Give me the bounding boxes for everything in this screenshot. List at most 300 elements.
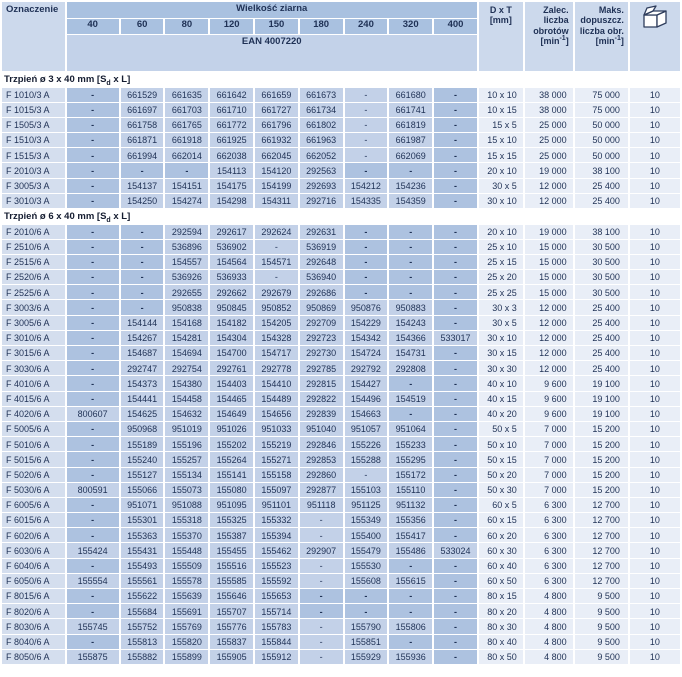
- dimensions-cell: 10 x 10: [479, 88, 523, 102]
- max-rpm-cell: 12 700: [575, 528, 628, 542]
- max-rpm-cell: 12 700: [575, 559, 628, 573]
- dimensions-cell: 60 x 50: [479, 574, 523, 588]
- column-header-max-rpm: [575, 2, 628, 71]
- pack-quantity-cell: 10: [630, 148, 680, 162]
- ean-cell: -: [345, 285, 388, 299]
- ean-cell: 661734: [300, 103, 343, 117]
- max-rpm-cell: 25 400: [575, 331, 628, 345]
- ean-cell: 950876: [345, 300, 388, 314]
- designation-cell: F 3005/6 A: [2, 316, 65, 330]
- ean-cell: 950852: [255, 300, 298, 314]
- ean-cell: 155073: [165, 483, 208, 497]
- ean-cell: 292716: [300, 194, 343, 208]
- ean-cell: -: [300, 604, 343, 618]
- ean-cell: 292754: [165, 361, 208, 375]
- recommended-rpm-cell: 15 000: [525, 285, 573, 299]
- dimensions-cell: 60 x 30: [479, 543, 523, 557]
- pack-quantity-cell: 10: [630, 407, 680, 421]
- ean-cell: -: [255, 270, 298, 284]
- ean-cell: 155790: [345, 619, 388, 633]
- ean-cell: -: [121, 270, 164, 284]
- ean-cell: -: [67, 225, 119, 239]
- recommended-rpm-cell: 38 000: [525, 103, 573, 117]
- ean-cell: -: [389, 240, 432, 254]
- ean-cell: 292761: [210, 361, 253, 375]
- max-rpm-cell: 30 500: [575, 255, 628, 269]
- designation-cell: F 3015/6 A: [2, 346, 65, 360]
- ean-cell: -: [389, 559, 432, 573]
- dimensions-cell: 40 x 10: [479, 376, 523, 390]
- pack-quantity-cell: 10: [630, 376, 680, 390]
- ean-cell: 800607: [67, 407, 119, 421]
- max-rpm-cell: 9 500: [575, 619, 628, 633]
- designation-cell: F 5010/6 A: [2, 437, 65, 451]
- ean-cell: 951118: [300, 498, 343, 512]
- grain-size-header: 240: [345, 19, 388, 34]
- designation-cell: F 8050/6 A: [2, 650, 65, 664]
- ean-cell: 155561: [121, 574, 164, 588]
- ean-cell: 155806: [389, 619, 432, 633]
- dimensions-cell: 30 x 5: [479, 179, 523, 193]
- recommended-rpm-cell: 4 800: [525, 650, 573, 664]
- ean-cell: -: [67, 498, 119, 512]
- ean-cell: 154151: [165, 179, 208, 193]
- designation-cell: F 2525/6 A: [2, 285, 65, 299]
- ean-cell: -: [121, 240, 164, 254]
- designation-cell: F 1010/3 A: [2, 88, 65, 102]
- ean-cell: -: [67, 559, 119, 573]
- designation-cell: F 2010/3 A: [2, 163, 65, 177]
- max-rpm-cell: 12 700: [575, 543, 628, 557]
- pack-quantity-cell: 10: [630, 103, 680, 117]
- ean-cell: 155905: [210, 650, 253, 664]
- ean-cell: 661758: [121, 118, 164, 132]
- table-row: [2, 316, 680, 330]
- max-rpm-unit: $[\min^{-1}]$: [595, 35, 624, 47]
- designation-cell: F 5030/6 A: [2, 483, 65, 497]
- designation-cell: F 5005/6 A: [2, 422, 65, 436]
- dimensions-cell: 30 x 10: [479, 194, 523, 208]
- ean-cell: 155936: [389, 650, 432, 664]
- ean-cell: 154724: [345, 346, 388, 360]
- ean-cell: -: [434, 589, 477, 603]
- ean-cell: 155110: [389, 483, 432, 497]
- pack-quantity-cell: 10: [630, 437, 680, 451]
- ean-cell: 155233: [389, 437, 432, 451]
- recommended-rpm-cell: 6 300: [525, 574, 573, 588]
- ean-cell: 155172: [389, 468, 432, 482]
- ean-cell: 155455: [210, 543, 253, 557]
- ean-cell: -: [121, 225, 164, 239]
- max-rpm-cell: 9 500: [575, 650, 628, 664]
- ean-cell: -: [345, 88, 388, 102]
- ean-cell: -: [434, 604, 477, 618]
- pack-quantity-cell: 10: [630, 483, 680, 497]
- recommended-rpm-cell: 12 000: [525, 179, 573, 193]
- table-header: [2, 2, 680, 71]
- ean-cell: -: [165, 163, 208, 177]
- dimensions-cell: 15 x 5: [479, 118, 523, 132]
- ean-cell: 154236: [389, 179, 432, 193]
- ean-cell: 155813: [121, 635, 164, 649]
- ean-cell: 661772: [210, 118, 253, 132]
- table-row: [2, 331, 680, 345]
- recommended-rpm-cell: 25 000: [525, 118, 573, 132]
- table-row: [2, 559, 680, 573]
- ean-cell: -: [345, 103, 388, 117]
- ean-cell: -: [434, 376, 477, 390]
- recommended-rpm-cell: 12 000: [525, 300, 573, 314]
- ean-cell: 154311: [255, 194, 298, 208]
- section-row: [2, 72, 680, 87]
- ean-cell: 292815: [300, 376, 343, 390]
- designation-cell: F 6005/6 A: [2, 498, 65, 512]
- ean-cell: 536902: [210, 240, 253, 254]
- ean-cell: 155912: [255, 650, 298, 664]
- max-rpm-cell: 25 400: [575, 194, 628, 208]
- ean-cell: 155158: [255, 468, 298, 482]
- ean-cell: -: [389, 407, 432, 421]
- dimensions-cell: 25 x 15: [479, 255, 523, 269]
- ean-cell: -: [121, 255, 164, 269]
- ean-cell: 155875: [67, 650, 119, 664]
- ean-cell: -: [67, 255, 119, 269]
- pack-quantity-cell: 10: [630, 163, 680, 177]
- table-row: [2, 513, 680, 527]
- designation-cell: F 3005/3 A: [2, 179, 65, 193]
- pack-quantity-cell: 10: [630, 118, 680, 132]
- ean-cell: 950845: [210, 300, 253, 314]
- ean-cell: -: [67, 300, 119, 314]
- ean-cell: 292594: [165, 225, 208, 239]
- ean-cell: -: [67, 88, 119, 102]
- ean-cell: -: [434, 650, 477, 664]
- ean-cell: 155714: [255, 604, 298, 618]
- ean-cell: 154625: [121, 407, 164, 421]
- ean-cell: 154342: [345, 331, 388, 345]
- dimensions-cell: 20 x 10: [479, 225, 523, 239]
- ean-cell: -: [121, 285, 164, 299]
- dimensions-cell: 50 x 10: [479, 437, 523, 451]
- ean-cell: 533017: [434, 331, 477, 345]
- ean-cell: 951064: [389, 422, 432, 436]
- table-row: [2, 574, 680, 588]
- ean-cell: -: [67, 316, 119, 330]
- ean-cell: 292846: [300, 437, 343, 451]
- dimensions-cell: 80 x 30: [479, 619, 523, 633]
- ean-cell: -: [434, 103, 477, 117]
- ean-cell: 155653: [255, 589, 298, 603]
- table-row: [2, 225, 680, 239]
- ean-cell: 154328: [255, 331, 298, 345]
- ean-cell: 154700: [210, 346, 253, 360]
- ean-cell: 951125: [345, 498, 388, 512]
- pack-quantity-cell: 10: [630, 331, 680, 345]
- dxt-label: D x T: [489, 5, 512, 15]
- ean-cell: 154175: [210, 179, 253, 193]
- dimensions-cell: 10 x 15: [479, 103, 523, 117]
- ean-cell: -: [67, 285, 119, 299]
- ean-cell: 292778: [255, 361, 298, 375]
- ean-cell: 662069: [389, 148, 432, 162]
- ean-cell: 951088: [165, 498, 208, 512]
- ean-cell: -: [434, 528, 477, 542]
- ean-cell: 950838: [165, 300, 208, 314]
- designation-cell: F 2515/6 A: [2, 255, 65, 269]
- ean-cell: 155202: [210, 437, 253, 451]
- ean-cell: 800591: [67, 483, 119, 497]
- table-row: [2, 194, 680, 208]
- table-row: [2, 361, 680, 375]
- ean-cell: 662014: [165, 148, 208, 162]
- ean-cell: -: [434, 619, 477, 633]
- ean-cell: 292631: [300, 225, 343, 239]
- ean-cell: -: [67, 163, 119, 177]
- ean-cell: 155318: [165, 513, 208, 527]
- designation-cell: F 4010/6 A: [2, 376, 65, 390]
- ean-cell: 154557: [165, 255, 208, 269]
- designation-cell: F 4015/6 A: [2, 392, 65, 406]
- ean-cell: 154120: [255, 163, 298, 177]
- ean-cell: 154489: [255, 392, 298, 406]
- ean-cell: -: [121, 300, 164, 314]
- ean-cell: 154274: [165, 194, 208, 208]
- ean-cell: 536933: [210, 270, 253, 284]
- ean-cell: 155769: [165, 619, 208, 633]
- ean-cell: -: [67, 604, 119, 618]
- ean-cell: 661635: [165, 88, 208, 102]
- recommended-rpm-cell: 19 000: [525, 225, 573, 239]
- dimensions-cell: 15 x 10: [479, 133, 523, 147]
- ean-cell: -: [389, 376, 432, 390]
- recommended-rpm-cell: 38 000: [525, 88, 573, 102]
- recommended-rpm-cell: 4 800: [525, 619, 573, 633]
- ean-cell: 154298: [210, 194, 253, 208]
- ean-cell: 154281: [165, 331, 208, 345]
- table-row: [2, 163, 680, 177]
- ean-cell: 155486: [389, 543, 432, 557]
- designation-cell: F 1515/3 A: [2, 148, 65, 162]
- ean-cell: 155226: [345, 437, 388, 451]
- table-row: [2, 148, 680, 162]
- ean-cell: 154410: [255, 376, 298, 390]
- ean-cell: 155639: [165, 589, 208, 603]
- ean-cell: -: [345, 148, 388, 162]
- ean-cell: 155516: [210, 559, 253, 573]
- ean-cell: 292624: [255, 225, 298, 239]
- ean-cell: -: [434, 300, 477, 314]
- ean-cell: 155530: [345, 559, 388, 573]
- ean-cell: -: [389, 285, 432, 299]
- pack-quantity-cell: 10: [630, 619, 680, 633]
- max-rpm-cell: 19 100: [575, 376, 628, 390]
- ean-cell: -: [434, 468, 477, 482]
- ean-cell: 155882: [121, 650, 164, 664]
- recommended-rpm-cell: 4 800: [525, 635, 573, 649]
- designation-cell: F 3010/3 A: [2, 194, 65, 208]
- ean-cell: 292693: [300, 179, 343, 193]
- ean-cell: 155387: [210, 528, 253, 542]
- pack-quantity-cell: 10: [630, 392, 680, 406]
- ean-cell: 661710: [210, 103, 253, 117]
- ean-cell: 536896: [165, 240, 208, 254]
- dimensions-cell: 40 x 15: [479, 392, 523, 406]
- max-rpm-cell: 50 000: [575, 148, 628, 162]
- table-row: [2, 240, 680, 254]
- ean-cell: 155851: [345, 635, 388, 649]
- ean-cell: 292655: [165, 285, 208, 299]
- recommended-rpm-cell: 15 000: [525, 270, 573, 284]
- ean-cell: 951040: [300, 422, 343, 436]
- designation-cell: F 6040/6 A: [2, 559, 65, 573]
- ean-cell: 155103: [345, 483, 388, 497]
- pack-quantity-cell: 10: [630, 240, 680, 254]
- ean-cell: 155134: [165, 468, 208, 482]
- max-rpm-cell: 25 400: [575, 179, 628, 193]
- ean-cell: 661871: [121, 133, 164, 147]
- dimensions-cell: 60 x 5: [479, 498, 523, 512]
- column-header-dimensions: [479, 2, 523, 71]
- table-row: [2, 300, 680, 314]
- ean-cell: 154571: [255, 255, 298, 269]
- pack-quantity-cell: 10: [630, 543, 680, 557]
- table-body: [2, 72, 680, 664]
- max-rpm-cell: 25 400: [575, 361, 628, 375]
- ean-cell: 155509: [165, 559, 208, 573]
- ean-cell: -: [434, 361, 477, 375]
- ean-cell: 661932: [255, 133, 298, 147]
- pack-quantity-cell: 10: [630, 452, 680, 466]
- ean-cell: 155196: [165, 437, 208, 451]
- ean-cell: 155622: [121, 589, 164, 603]
- ean-cell: 155592: [255, 574, 298, 588]
- ean-cell: 155523: [255, 559, 298, 573]
- ean-cell: -: [345, 604, 388, 618]
- dimensions-cell: 60 x 15: [479, 513, 523, 527]
- ean-cell: 154519: [389, 392, 432, 406]
- ean-cell: -: [434, 574, 477, 588]
- dimensions-cell: 50 x 20: [479, 468, 523, 482]
- ean-cell: -: [67, 452, 119, 466]
- table-row: [2, 483, 680, 497]
- recommended-rpm-cell: 7 000: [525, 483, 573, 497]
- ean-cell: 292839: [300, 407, 343, 421]
- ean-cell: -: [434, 346, 477, 360]
- grain-size-header: 80: [165, 19, 208, 34]
- pack-quantity-cell: 10: [630, 650, 680, 664]
- max-rpm-cell: 19 100: [575, 407, 628, 421]
- ean-cell: 292785: [300, 361, 343, 375]
- ean-cell: 155448: [165, 543, 208, 557]
- ean-cell: -: [67, 103, 119, 117]
- ean-cell: 154496: [345, 392, 388, 406]
- ean-cell: -: [389, 604, 432, 618]
- ean-cell: 661765: [165, 118, 208, 132]
- ean-cell: 661925: [210, 133, 253, 147]
- max-rpm-cell: 19 100: [575, 392, 628, 406]
- ean-cell: 154335: [345, 194, 388, 208]
- ean-cell: 536926: [165, 270, 208, 284]
- recommended-rpm-cell: 4 800: [525, 589, 573, 603]
- ean-cell: 154359: [389, 194, 432, 208]
- designation-cell: F 8030/6 A: [2, 619, 65, 633]
- ean-cell: -: [434, 513, 477, 527]
- ean-cell: 155356: [389, 513, 432, 527]
- table-row: [2, 88, 680, 102]
- table-row: [2, 346, 680, 360]
- ean-cell: -: [389, 255, 432, 269]
- ean-cell: 661994: [121, 148, 164, 162]
- max-rpm-cell: 15 200: [575, 437, 628, 451]
- designation-cell: F 6030/6 A: [2, 543, 65, 557]
- ean-cell: 155554: [67, 574, 119, 588]
- table-row: [2, 452, 680, 466]
- ean-cell: -: [345, 255, 388, 269]
- table-row: [2, 468, 680, 482]
- ean-cell: 951057: [345, 422, 388, 436]
- ean-cell: -: [389, 270, 432, 284]
- recommended-rpm-cell: 7 000: [525, 422, 573, 436]
- dimensions-cell: 80 x 40: [479, 635, 523, 649]
- dimensions-cell: 50 x 5: [479, 422, 523, 436]
- pack-quantity-cell: 10: [630, 133, 680, 147]
- designation-cell: F 1015/3 A: [2, 103, 65, 117]
- ean-cell: 155837: [210, 635, 253, 649]
- max-rpm-cell: 9 500: [575, 604, 628, 618]
- ean-cell: -: [434, 498, 477, 512]
- max-rpm-cell: 25 400: [575, 346, 628, 360]
- ean-cell: 155691: [165, 604, 208, 618]
- dimensions-cell: 25 x 10: [479, 240, 523, 254]
- grain-size-header: 320: [389, 19, 432, 34]
- max-rpm-cell: 15 200: [575, 422, 628, 436]
- max-rpm-cell: 50 000: [575, 133, 628, 147]
- ean-cell: 536919: [300, 240, 343, 254]
- ean-cell: -: [67, 422, 119, 436]
- ean-cell: 155684: [121, 604, 164, 618]
- designation-cell: F 8020/6 A: [2, 604, 65, 618]
- dimensions-cell: 60 x 40: [479, 559, 523, 573]
- ean-cell: -: [67, 528, 119, 542]
- recommended-rpm-cell: 4 800: [525, 604, 573, 618]
- ean-cell: 155288: [345, 452, 388, 466]
- recommended-rpm-cell: 6 300: [525, 498, 573, 512]
- ean-cell: -: [300, 589, 343, 603]
- ean-cell: -: [67, 437, 119, 451]
- pack-quantity-cell: 10: [630, 361, 680, 375]
- pack-quantity-cell: 10: [630, 255, 680, 269]
- ean-cell: 951033: [255, 422, 298, 436]
- ean-cell: 292860: [300, 468, 343, 482]
- ean-cell: 154649: [210, 407, 253, 421]
- ean-cell: 661727: [255, 103, 298, 117]
- ean-cell: 155585: [210, 574, 253, 588]
- ean-cell: 155417: [389, 528, 432, 542]
- table-row: [2, 255, 680, 269]
- ean-cell: -: [434, 270, 477, 284]
- ean-cell: 154731: [389, 346, 432, 360]
- ean-cell: -: [300, 574, 343, 588]
- ean-cell: 155141: [210, 468, 253, 482]
- pack-quantity-cell: 10: [630, 285, 680, 299]
- designation-cell: F 1510/3 A: [2, 133, 65, 147]
- pack-quantity-cell: 10: [630, 513, 680, 527]
- table-row: [2, 589, 680, 603]
- ean-cell: 154267: [121, 331, 164, 345]
- dimensions-cell: 25 x 20: [479, 270, 523, 284]
- ean-cell: 951095: [210, 498, 253, 512]
- recommended-rpm-cell: 7 000: [525, 452, 573, 466]
